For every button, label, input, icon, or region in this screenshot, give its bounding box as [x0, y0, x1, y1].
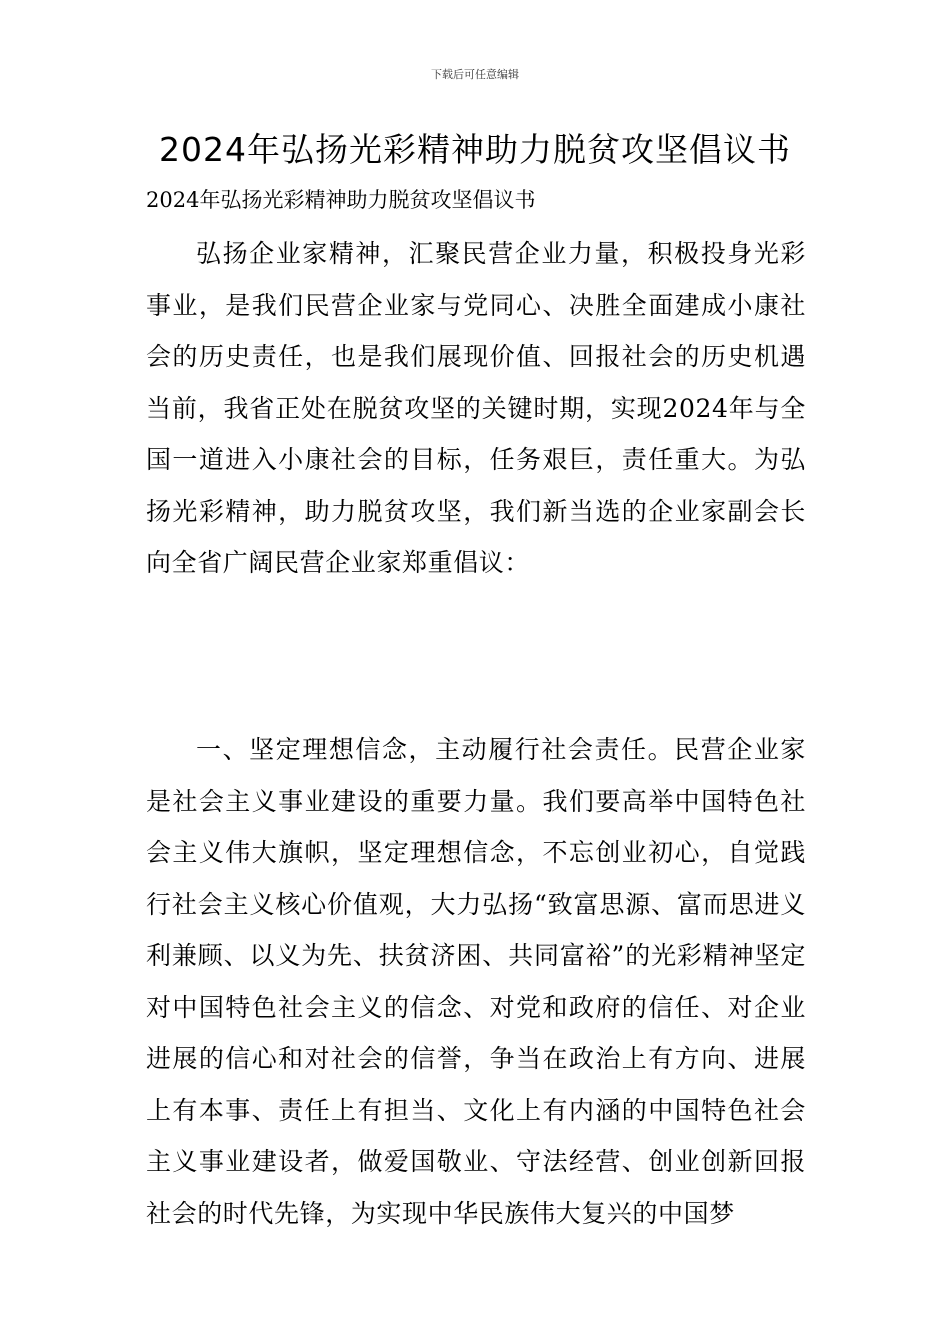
body-paragraph: 一、坚定理想信念，主动履行社会责任。民营企业家是社会主义事业建设的重要力量。我们要高举中国特色社会主义伟大旗帜，坚定理想信念，不忘创业初心，自觉践行社会主义核心价值观，大力弘扬“致富思源、富而思进义利兼顾、以义为先、扶贫济困、共同富裕”的光彩精神坚定对中国特色社会主义的信念、对党和政府的信任、对企业进展的信心和对社会的信誉，争当在政治上有方向、进展上有本事、责任上有担当、文化上有内涵的中国特色社会主义事业建设者，做爱国敬业、守法经营、创业创新回报社会的时代先锋，为实现中华民族伟大复兴的中国梦: [146, 735, 806, 1228]
document-subtitle: 2024年弘扬光彩精神助力脱贫攻坚倡议书: [146, 188, 536, 212]
header-note: 下载后可任意编辑: [431, 68, 519, 81]
body-paragraph: 弘扬企业家精神，汇聚民营企业力量，积极投身光彩事业，是我们民营企业家与党同心、决胜全面建成小康社会的历史责任，也是我们展现价值、回报社会的历史机遇当前，我省正处在脱贫攻坚的关键时期，实现2024年与全国一道进入小康社会的目标，任务艰巨，责任重大。为弘扬光彩精神，助力脱贫攻坚，我们新当选的企业家副会长向全省广阔民营企业家郑重倡议：: [146, 239, 806, 577]
document-title: 2024年弘扬光彩精神助力脱贫攻坚倡议书: [159, 130, 791, 169]
